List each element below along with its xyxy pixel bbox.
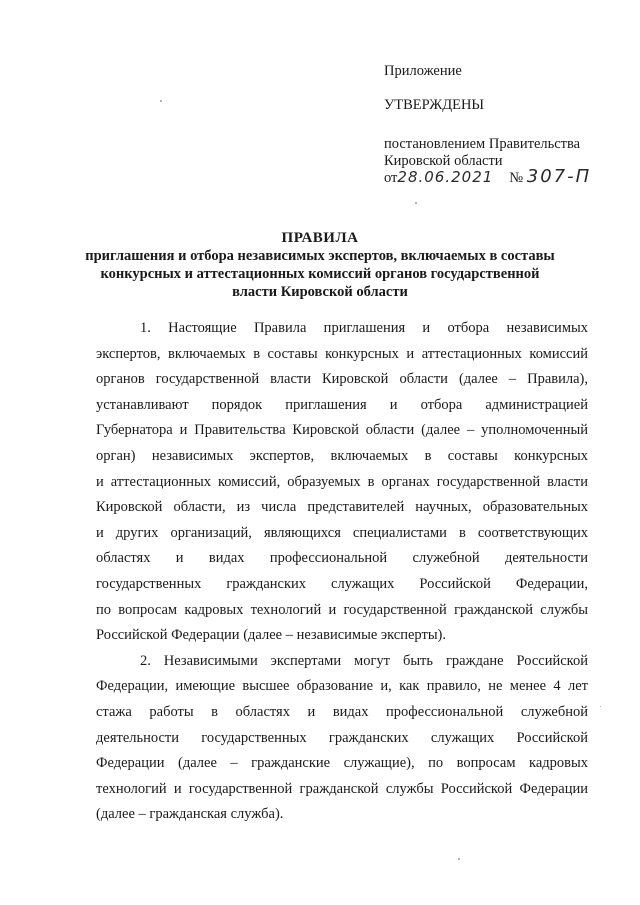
- scan-speck: [160, 100, 162, 102]
- scan-speck: [415, 202, 417, 204]
- decree-date-number: [384, 168, 591, 187]
- paragraph-1: [96, 316, 588, 649]
- text-line: Губернатора и Правительства Кировской области (далее – уполномоченный: [96, 422, 588, 439]
- text-line: стажа работы в областях и видах профессиональной служебной: [96, 703, 588, 720]
- text-line: по вопросам кадровых технологий и государственной гражданской службы: [96, 601, 588, 618]
- title-heading: ПРАВИЛА: [281, 230, 359, 246]
- handwritten-date: 28.06.2021: [397, 168, 494, 186]
- text-line: органов государственной власти Кировской области (далее – Правила),: [96, 371, 588, 388]
- date-prefix: от: [384, 170, 398, 186]
- text-line: государственных гражданских служащих Российской Федерации,: [96, 575, 588, 592]
- scan-speck: [600, 706, 601, 707]
- text-line: 1. Настоящие Правила приглашения и отбора независимых: [140, 320, 588, 336]
- text-line: Федерации (далее – гражданские служащие), по вопросам кадровых: [96, 755, 588, 772]
- decree-label: постановлением Правительства: [384, 136, 581, 152]
- text-line: Российской Федерации (далее – независимые эксперты).: [96, 627, 447, 644]
- title-line-1: приглашения и отбора независимых экспертов, включаемых в составы: [85, 248, 555, 264]
- text-line: технологий и государственной гражданской службы Российской Федерации: [96, 780, 588, 797]
- title-line-2: конкурсных и аттестационных комиссий органов государственной: [100, 266, 540, 282]
- text-line: Кировской области, из числа представителей научных, образовательных: [96, 499, 588, 516]
- handwritten-number: 307-П: [526, 166, 592, 187]
- text-line: и других организаций, являющихся специалистами в соответствующих: [96, 524, 588, 541]
- text-line: и аттестационных комиссий, образуемых в органах государственной власти: [96, 473, 588, 490]
- title-line-3: власти Кировской области: [232, 284, 408, 300]
- text-line: областях и видах профессиональной служебной деятельности: [96, 550, 588, 567]
- scan-speck: [458, 858, 460, 860]
- text-line: 2. Независимыми экспертами могут быть граждане Российской: [140, 652, 588, 669]
- text-line: орган) независимых экспертов, включаемых в составы конкурсных: [96, 447, 588, 464]
- text-line: деятельности государственных гражданских служащих Российской: [96, 729, 588, 746]
- appendix-label: Приложение: [384, 63, 462, 79]
- document-title: [60, 229, 580, 301]
- text-line: экспертов, включаемых в составы конкурсных и аттестационных комиссий: [96, 345, 588, 362]
- decree-region: Кировской области: [384, 153, 503, 169]
- text-line: Федерации, имеющие высшее образование и, как правило, не менее 4 лет: [96, 678, 588, 695]
- number-prefix: №: [509, 170, 524, 186]
- document-body: [96, 316, 588, 828]
- approved-label: УТВЕРЖДЕНЫ: [384, 97, 485, 113]
- text-line: (далее – гражданская служба).: [96, 806, 284, 823]
- text-line: устанавливают порядок приглашения и отбора администрацией: [96, 396, 588, 413]
- paragraph-2: [96, 649, 588, 828]
